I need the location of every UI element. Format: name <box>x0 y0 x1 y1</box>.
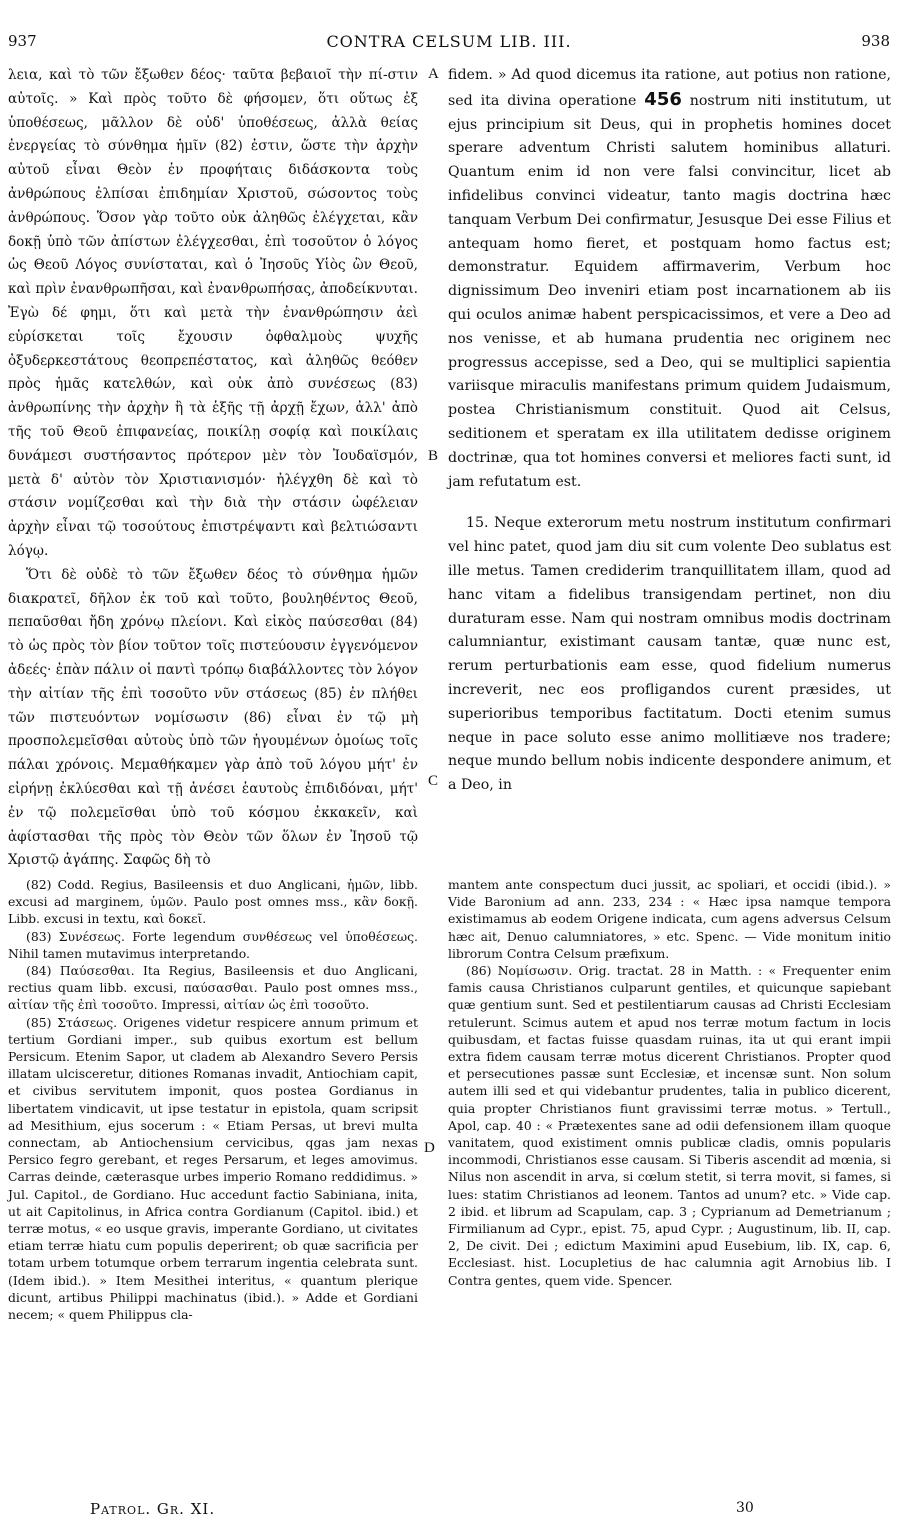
footnotes-left <box>8 876 418 1323</box>
margin-letter-c: C <box>428 773 439 789</box>
latin-paragraph-2: 15. Neque exterorum metu nostrum institutum confirmari vel hinc patet, quod jam diu sit cum volente Deo sublatus est ille metus. Tamen crediderim tranquillitatem illam, quod ad hanc vitam a fidelibus transigendam pertinet, non diu duraturam esse. Nam qui nostram omnibus modis doctrinam calumniantur, existimant causam tantæ, quæ nunc est, rerum perturbationis eam esse, quod fidelium numerus increverit, nec eos profligandos curent præsides, ut superioribus temporibus factitatum. Docti etenim sumus neque in pace soluto esse animo mollitiæve nos tradere; neque mundo bellum nobis indicente despondere animum, et a Deo, in <box>448 515 891 794</box>
greek-column <box>8 64 418 873</box>
latin-paragraph-1 <box>448 64 891 494</box>
footnote-86: (86) Νομίσωσιν. Orig. tractat. 28 in Matth. : « Frequenter enim famis causa Christianos culparunt gentiles, et quicunque sapiebant quæ gentium sunt. Sed et pestilentiarum causas ad Christi Ecclesiam retulerunt. Scimus autem et apud nos terræ motum factum in locis quibusdam, et factas fuisse quasdam ruinas, ita ut qui erant impii extra fidem causam terræ motus dicerent Christianos. Propter quod et persecutiones passæ sunt Ecclesiæ, et incensæ sunt. Non solum autem illi sed et qui videbantur prudentes, talia in publico dicerent, quia propter Christianos fiunt gravissimi terræ motus. » Tertull., Apol, cap. 40 : « Prætexentes sane ad odii defensionem illam quoque vanitatem, quod existiment omnis publicæ cladis, omnis popularis incommodi, Christianos esse causam. Si Tiberis ascendit ad mœnia, si Nilus non ascendit in arva, si cœlum stetit, si terra movit, si fames, si lues: statim Christianos ad leonem. Tantos ad unum? etc. » Vide cap. 2 ibid. et librum ad Scapulam, cap. 3 ; Cyprianum ad Demetrianum ; Firmilianum ad Cypr., epist. 75, apud Cypr. ; Augustinum, lib. II, cap. 2, De civit. Dei ; edictum Maximini apud Eusebium, lib. IX, cap. 6, Ecclesiast. hist. Locupletius de hac calumnia agit Arnobius lib. I Contra gentes, quem vide. Spencer. <box>448 963 891 1288</box>
margin-letter-b: B <box>428 448 439 464</box>
footnote-82: (82) Codd. Regius, Basileensis et duo Anglicani, ἡμῶν, libb. excusi ad marginem, ὑμῶν. Paulo post omnes mss., κἂν δοκῇ. Libb. excusi in textu, καὶ δοκεῖ. <box>8 877 418 927</box>
right-page-number: 938 <box>861 32 890 50</box>
latin-paragraph-1-start: fidem. » Ad quod dicemus ita ratione, aut potius non ratione, sed ita divina operatione <box>448 67 891 109</box>
column-number: 456 <box>644 88 682 110</box>
footnote-84: (84) Παύσεσθαι. Ita Regius, Basileensis et duo Anglicani, rectius quam libb. excusi, παύσασθαι. Paulo post omnes mss., αἰτίαν τῆς ἐπὶ τοσοῦτο. Impressi, αἰτίαν ὡς ἐπὶ τοσοῦτο. <box>8 963 418 1013</box>
running-header <box>8 32 890 56</box>
running-title: CONTRA CELSUM LIB. III. <box>326 32 572 51</box>
margin-letter-a: A <box>428 66 439 82</box>
left-page-number: 937 <box>8 32 37 50</box>
latin-paragraph-1-rest: nostrum niti institutum, ut ejus principium sit Deus, qui in prophetis homines docet sperare adventum Christi salutem hominibus allaturi. Quantum enim id non vere falsi convincitur, licet ab infidelibus convinci videatur, tanto magis doctrina hæc tanquam Verbum Dei confirmatur, Jesusque Dei esse Filius et antequam homo fieret, et postquam homo factus est; demonstratur. Equidem affirmaverim, Verbum hoc dignissimum Deo inveniri etiam post incarnationem ab iis qui oculos animæ habent perspicacissimos, et vere a Deo ad nos venisse, et ab humana prudentia nec originem nec progressus accepisse, sed a Deo, qui se multiplici sapientia variisque miraculis manifestans primum quidem Judaismum, postea Christianismum constituit. Quod ait Celsus, seditionem et speratam ex illa utilitatem dedisse originem doctrinæ, qua tot homines conversi et meliores facti sunt, id jam refutatum est. <box>448 92 891 490</box>
footnote-83: (83) Συνέσεως. Forte legendum συνθέσεως vel ὑποθέσεως. Nihil tamen mutavimus interpretando. <box>8 928 418 961</box>
margin-letter-d: D <box>424 1140 435 1156</box>
greek-paragraph-1: λεια, καὶ τὸ τῶν ἔξωθεν δέος· ταῦτα βεβαιοῖ τὴν πί-στιν αὐτοῖς. » Καὶ πρὸς τοῦτο δὲ φήσομεν, ὅτι οὕτως ἐξ ὑποθέσεως, μᾶλλον δὲ οὐδ' ὑποθέσεως, ἀλλὰ θείας ἐνεργείας τὸ σύνθημα ἡμῖν (82) ἐστιν, ὥστε τὴν ἀρχὴν αὐτοῦ εἶναι Θεὸν ἐν προφήταις διδάσκοντα τοὺς ἀνθρώπους ἐλπίσαι ἐπιδημίαν Χριστοῦ, σώσοντος τοὺς ἀνθρώπους. Ὅσον γὰρ τοῦτο οὐκ ἀληθῶς ἐλέγχεται, κἂν δοκῇ ὑπὸ τῶν ἀπίστων ἐλέγχεσθαι, ἐπὶ τοσοῦτον ὁ λόγος ὡς Θεοῦ Λόγος συνίσταται, καὶ ὁ Ἰησοῦς Υἱὸς ὢν Θεοῦ, καὶ πρὶν ἐνανθρωπῆσαι, καὶ ἐνανθρωπήσας, ἀποδείκνυται. Ἐγὼ δέ φημι, ὅτι καὶ μετὰ τὴν ἐνανθρώπησιν ἀεὶ εὑρίσκεται τοῖς ἔχουσιν ὀφθαλμοὺς ψυχῆς ὀξυδερκεστάτους θεοπρεπέστατος, καὶ ἀληθῶς θεόθεν πρὸς ἡμᾶς κατελθών, καὶ οὐκ ἀπὸ συνέσεως (83) ἀνθρωπίνης τὴν ἀρχὴν ἢ τὰ ἑξῆς τῇ ἀρχῇ ἔχων, ἀλλ' ἀπὸ τῆς τοῦ Θεοῦ ἐπιφανείας, ποικίλῃ σοφίᾳ καὶ ποικίλαις δυνάμεσι συστήσαντος πρότερον μὲν τὸν Ἰουδαϊσμόν, μετὰ δ' αὐτὸν τὸν Χριστιανισμόν· ἠλέγχθη δὲ καὶ τὸ στάσιν νομίζεσθαι καὶ τὴν διὰ τὴν στάσιν ὠφέλειαν ἀρχὴν εἶναι τῷ τοσούτους ἐπιστρέψαντι καὶ βελτιώσαντι λόγῳ. <box>8 67 418 559</box>
greek-paragraph-2: Ὅτι δὲ οὐδὲ τὸ τῶν ἔξωθεν δέος τὸ σύνθημα ἡμῶν διακρατεῖ, δῆλον ἐκ τοῦ καὶ τοῦτο, βουληθέντος Θεοῦ, πεπαῦσθαι ἤδη χρόνῳ πλείονι. Καὶ εἰκὸς παύσεσθαι (84) τὸ ὡς πρὸς τὸν βίον τοῦτον τοῖς πιστεύουσιν ἐγγενόμενον ἀδεές· ἐπὰν πάλιν οἱ παντὶ τρόπῳ διαβάλλοντες τὸν λόγον τὴν αἰτίαν τῆς ἐπὶ τοσοῦτο νῦν στάσεως (85) ἐν πλήθει τῶν πιστευόντων νομίσωσιν (86) εἶναι ἐν τῷ μὴ προσπολεμεῖσθαι αὐτοὺς ὑπὸ τῶν ἡγουμένων ὁμοίως τοῖς πάλαι χρόνοις. Μεμαθήκαμεν γὰρ ἀπὸ τοῦ λόγου μήτ' ἐν εἰρήνῃ ἐκλύεσθαι καὶ τῇ ἀνέσει ἑαυτοὺς ἐπιδιδόναι, μήτ' ἐν τῷ πολεμεῖσθαι ὑπὸ τοῦ κόσμου ἐκκακεῖν, καὶ ἀφίστασθαι τῆς πρὸς τὸν Θεὸν τῶν ὅλων ἐν Ἰησοῦ τῷ Χριστῷ ἀγάπης. Σαφῶς δὴ τὸ <box>8 566 418 869</box>
footnote-85: (85) Στάσεως. Origenes videtur respicere annum primum et tertium Gordiani imper., sub quibus exortum est bellum Persicum. Etenim Sapor, ut cladem ab Alexandro Severo Persis illatam ulcisceretur, ditiones Romanas invadit, Antiochiam capit, et civibus servitutem imponit, quos postea Gordianus in libertatem vindicavit, ut ipse testatur in epistola, quam scripsit ad Mesithium, ejus socerum : « Etiam Persas, ut brevi multa connectam, ab Antiochensium cervicibus, qgas jam nexas Persico fegro gerebant, et reges Persarum, et leges amovimus. Carras deinde, cæterasque urbes imperio Romano reddidimus. » Jul. Capitol., de Gordiano. Huc accedunt factio Sabiniana, inita, ut ait Capitolinus, in Africa contra Gordianum (Capitol. ibid.) et terræ motus, « eo usque gravis, imperante Gordiano, ut civitates etiam terræ hiatu cum populis deperirent; ob quæ sacrificia per totam urbem totumque orbem terrarum ingentia celebrata sunt. (Idem ibid.). » Item Mesithei interitus, « quantum plerique dicunt, artibus Philippi machinatus (ibid.). » Adde et Gordiani necem; « quem Philippus cla- <box>8 1014 418 1323</box>
series-footer: Patrol. Gr. XI. <box>90 1500 216 1518</box>
latin-column <box>448 64 891 798</box>
footnotes-right <box>448 876 891 1289</box>
footnote-85-continued: mantem ante conspectum duci jussit, ac spoliari, et occidi (ibid.). » Vide Baronium ad ann. 233, 234 : « Hæc ipsa namque tempora existimamus ab eodem Origene indicata, cum agens adversus Celsum hæc ait, Denuo calumniatores, » etc. Spenc. — Vide monitum initio librorum Contra Celsum præfixum. <box>448 877 891 961</box>
signature-mark: 30 <box>736 1500 754 1516</box>
